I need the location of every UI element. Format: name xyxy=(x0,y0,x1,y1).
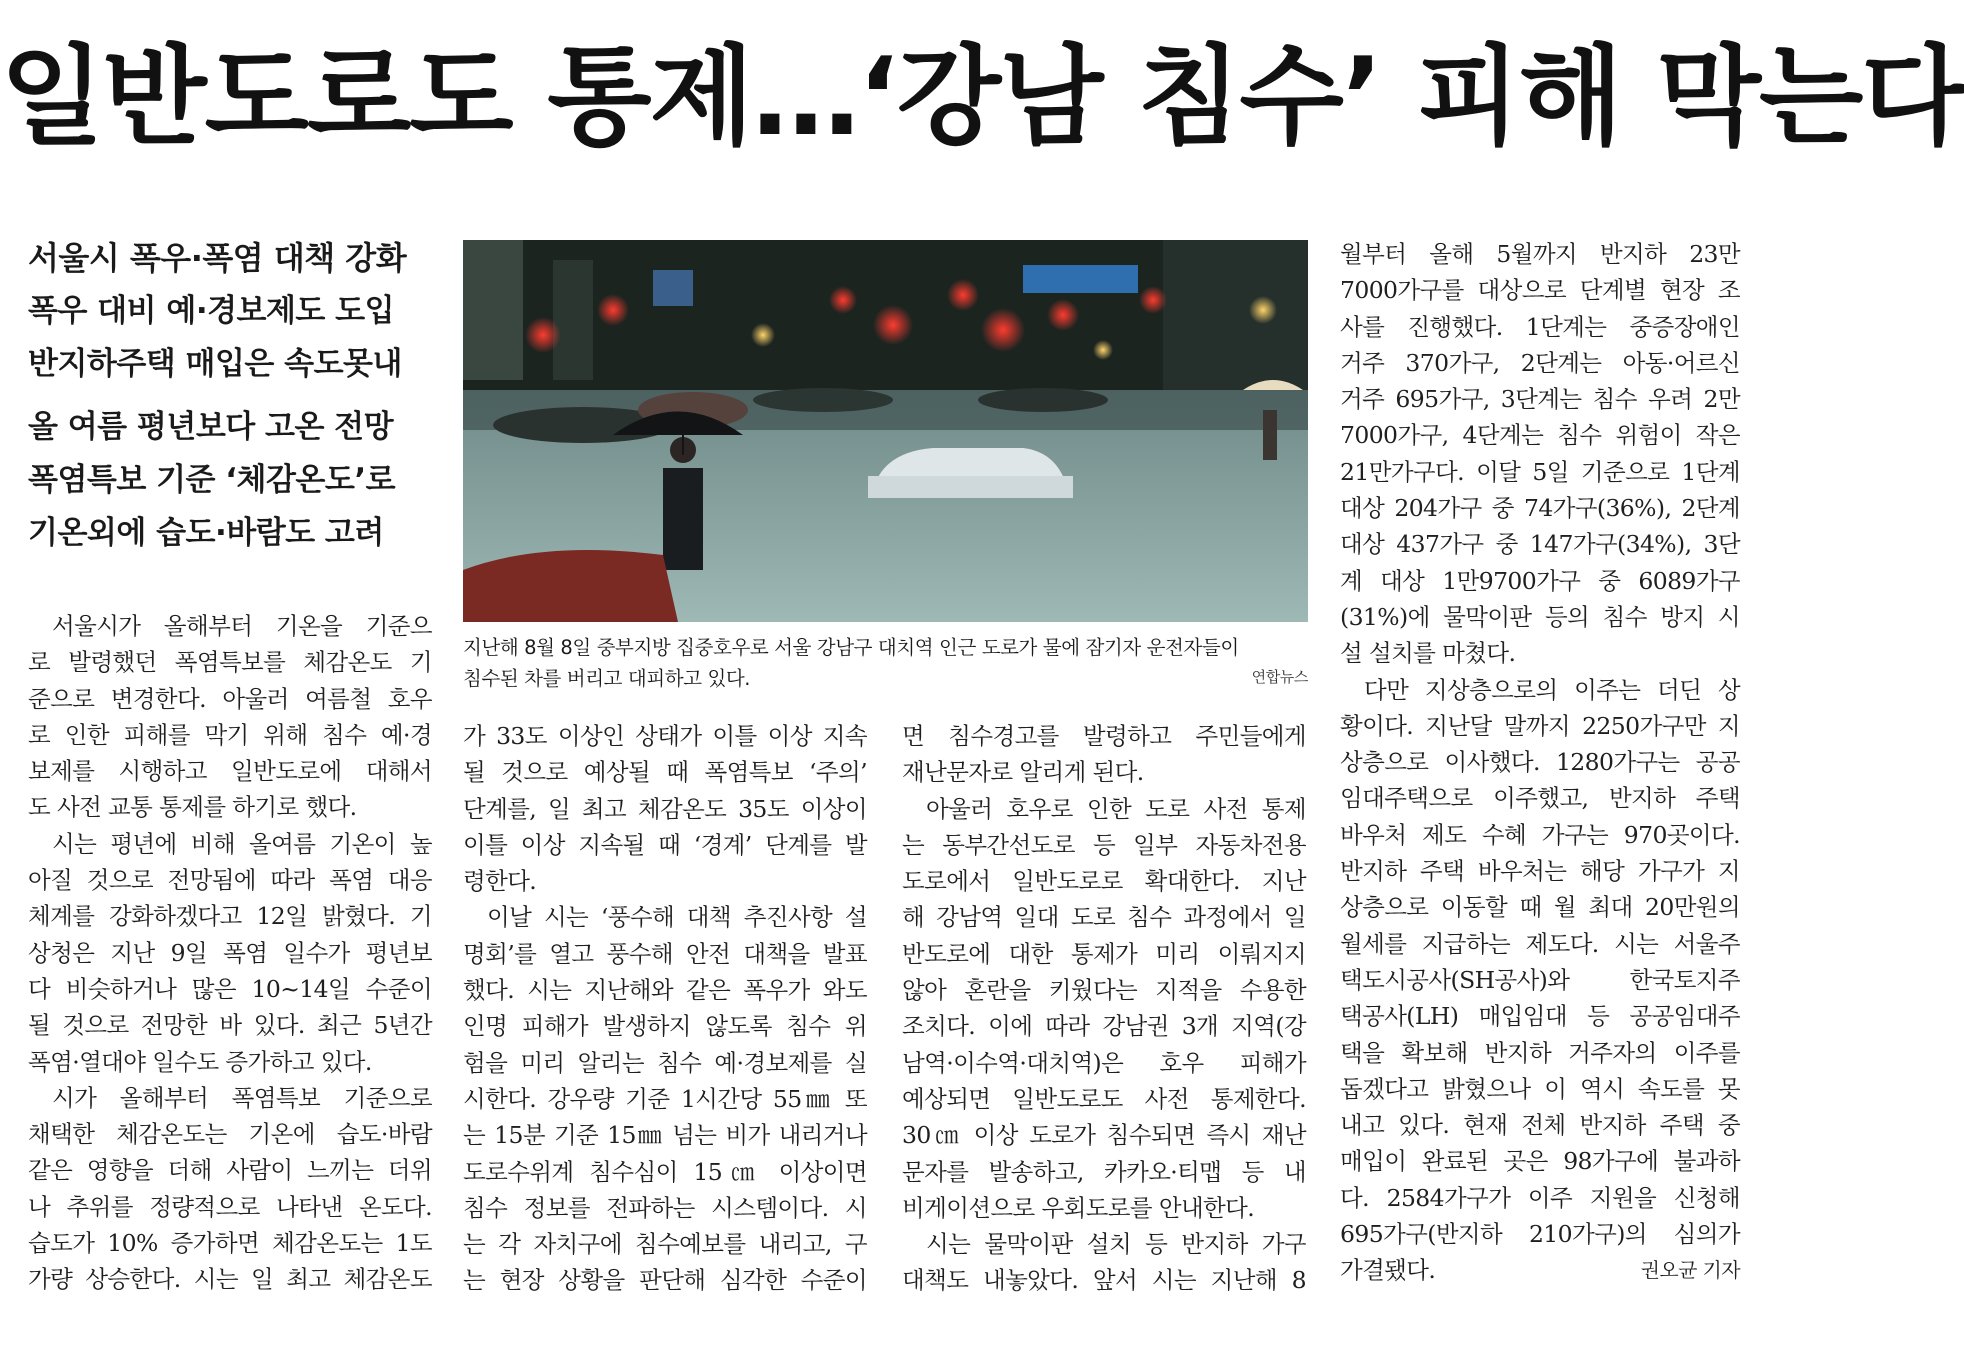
subhead: 폭우 대비 예·경보제도 도입 xyxy=(28,293,395,329)
subhead: 서울시 폭우·폭염 대책 강화 xyxy=(28,239,407,277)
article-column-2 xyxy=(463,718,867,1299)
article-line: 채택한 체감온도는 기온에 습도·바람 xyxy=(28,1120,432,1149)
headline: 일반도로도 통제…‘강남 침수’ 피해 막는다 xyxy=(0,35,1964,160)
subhead-group xyxy=(28,401,428,560)
article-line: 인명 피해가 발생하지 않도록 침수 위 xyxy=(463,1012,867,1041)
article-column-4 xyxy=(1340,236,1740,1289)
article-line: 사를 진행했다. 1단계는 중증장애인 xyxy=(1340,312,1740,341)
article-line: 매입이 완료된 곳은 98가구에 불과하 xyxy=(1340,1147,1740,1176)
article-line: 다. 2584가구가 이주 지원을 신청해 xyxy=(1340,1183,1740,1212)
article-line: 택공사(LH) 매입임대 등 공공임대주 xyxy=(1340,1002,1740,1031)
article-line: 시는 물막이판 설치 등 반지하 가구 xyxy=(926,1230,1306,1259)
article-line: 체계를 강화하겠다고 12일 밝혔다. 기 xyxy=(28,902,432,931)
article-line: 비게이션으로 우회도로를 안내한다. xyxy=(902,1193,1255,1222)
article-line: 7000가구, 4단계는 침수 위험이 작은 xyxy=(1340,421,1740,450)
article-line: 가 33도 이상인 상태가 이틀 이상 지속 xyxy=(463,722,867,750)
article-line: 택도시공사(SH공사)와 한국토지주 xyxy=(1340,965,1740,994)
photo-credit: 연합뉴스 xyxy=(1251,668,1308,686)
article-line: 황이다. 지난달 말까지 2250가구만 지 xyxy=(1340,711,1740,740)
flood-photo xyxy=(463,240,1308,622)
article-line: 반도로에 대한 통제가 미리 이뤄지지 xyxy=(902,939,1306,968)
article-line: 문자를 발송하고, 카카오·티맵 등 내 xyxy=(902,1157,1306,1186)
article-line: 될 것으로 전망한 바 있다. 최근 5년간 xyxy=(28,1011,432,1040)
flood-photo-illustration xyxy=(463,240,1308,622)
article-line: 다 비슷하거나 많은 10~14일 수준이 xyxy=(28,974,432,1003)
article-line: 돕겠다고 밝혔으나 이 역시 속도를 못 xyxy=(1340,1074,1740,1103)
article-line: 임대주택으로 이주했고, 반지하 주택 xyxy=(1340,784,1740,813)
article-line: 다만 지상층으로의 이주는 더딘 상 xyxy=(1364,675,1740,704)
article-line: 가결됐다. xyxy=(1340,1256,1436,1285)
article-line: 이틀 이상 지속될 때 ‘경계’ 단계를 발 xyxy=(463,830,867,859)
article-line: 는 각 자치구에 침수예보를 내리고, 구 xyxy=(463,1230,867,1259)
byline: 권오균 기자 xyxy=(1640,1258,1740,1283)
article-line: 했다. 시는 지난해와 같은 폭우가 와도 xyxy=(463,976,867,1005)
caption-line: 지난해 8월 8일 중부지방 집중호우로 서울 강남구 대치역 인근 도로가 물에 잠기자 운전자들이 xyxy=(463,636,1239,659)
article-line: 월부터 올해 5월까지 반지하 23만 xyxy=(1340,240,1740,268)
article-line: 단계를, 일 최고 체감온도 35도 이상이 xyxy=(463,794,867,823)
article-line: 조치다. 이에 따라 강남권 3개 지역(강 xyxy=(902,1012,1306,1041)
subhead-group xyxy=(28,232,428,391)
article-line: 재난문자로 알리게 된다. xyxy=(902,758,1144,787)
article-line: 30㎝ 이상 도로가 침수되면 즉시 재난 xyxy=(902,1121,1306,1150)
article-line: 는 동부간선도로 등 일부 자동차전용 xyxy=(902,830,1306,859)
subhead: 폭염특보 기준 ‘체감온도’로 xyxy=(28,462,396,498)
article-column-3 xyxy=(902,718,1306,1299)
article-line: 도 사전 교통 통제를 하기로 했다. xyxy=(28,793,357,822)
article-line: 험을 미리 알리는 침수 예·경보제를 실 xyxy=(463,1048,867,1077)
article-line: 이날 시는 ‘풍수해 대책 추진사항 설 xyxy=(487,903,867,932)
article-line: 월세를 지급하는 제도다. 시는 서울주 xyxy=(1340,929,1740,958)
article-line: 서울시가 올해부터 기온을 기준으 xyxy=(52,612,432,640)
photo-caption xyxy=(463,632,1308,694)
article-line: 바우처 제도 수혜 가구는 970곳이다. xyxy=(1340,820,1740,849)
article-column-1 xyxy=(28,608,432,1298)
article-line: 7000가구를 대상으로 단계별 현장 조 xyxy=(1340,276,1740,305)
article-line: 상층으로 이동할 때 월 최대 20만원의 xyxy=(1340,893,1740,922)
article-line: 아질 것으로 전망됨에 따라 폭염 대응 xyxy=(28,866,432,895)
article-line: 시한다. 강우량 기준 1시간당 55㎜ 또 xyxy=(463,1084,867,1113)
article-line: 예상되면 일반도로도 사전 통제한다. xyxy=(902,1084,1306,1113)
article-line: 도로수위계 침수심이 15㎝ 이상이면 xyxy=(463,1157,867,1186)
article-line: 령한다. xyxy=(463,867,537,896)
article-line: 도로에서 일반도로로 확대한다. 지난 xyxy=(902,867,1306,896)
article-line: 폭염·열대야 일수도 증가하고 있다. xyxy=(28,1047,372,1076)
article-line: 남역·이수역·대치역)은 호우 피해가 xyxy=(902,1048,1306,1077)
article-line: 시가 올해부터 폭염특보 기준으로 xyxy=(52,1083,432,1112)
article-line: 같은 영향을 더해 사람이 느끼는 더위 xyxy=(28,1156,432,1185)
article-line: 대상 204가구 중 74가구(36%), 2단계 xyxy=(1340,494,1740,523)
article-line: 설 설치를 마쳤다. xyxy=(1340,639,1516,668)
article-line: 상층으로 이사했다. 1280가구는 공공 xyxy=(1340,748,1740,777)
subhead: 반지하주택 매입은 속도못내 xyxy=(28,346,402,382)
article-line: 거주 370가구, 2단계는 아동·어르신 xyxy=(1340,348,1740,377)
article-line: 가량 상승한다. 시는 일 최고 체감온도 xyxy=(28,1265,432,1294)
article-line: 아울러 호우로 인한 도로 사전 통제 xyxy=(926,794,1306,823)
article-line: 21만가구다. 이달 5일 기준으로 1단계 xyxy=(1340,457,1740,486)
article-line: 될 것으로 예상될 때 폭염특보 ‘주의’ xyxy=(463,758,867,787)
subheads xyxy=(28,232,428,570)
article-line: 695가구(반지하 210가구)의 심의가 xyxy=(1340,1220,1740,1249)
article-line: 시는 평년에 비해 올여름 기온이 높 xyxy=(52,829,432,858)
article-line: (31%)에 물막이판 등의 침수 방지 시 xyxy=(1340,602,1740,631)
article-line: 면 침수경고를 발령하고 주민들에게 xyxy=(902,722,1306,750)
article-line: 로 인한 피해를 막기 위해 침수 예·경 xyxy=(28,720,432,749)
article-line: 보제를 시행하고 일반도로에 대해서 xyxy=(28,757,432,786)
article-line: 상청은 지난 9일 폭염 일수가 평년보 xyxy=(28,938,432,967)
article-line: 나 추위를 정량적으로 나타낸 온도다. xyxy=(28,1192,432,1221)
article-line: 는 15분 기준 15㎜ 넘는 비가 내리거나 xyxy=(463,1121,867,1150)
article-line: 반지하 주택 바우처는 해당 가구가 지 xyxy=(1340,857,1740,886)
article-line: 침수 정보를 전파하는 시스템이다. 시 xyxy=(463,1193,867,1222)
subhead: 기온외에 습도·바람도 고려 xyxy=(28,515,384,551)
article-line: 로 발령했던 폭염특보를 체감온도 기 xyxy=(28,648,432,677)
article-line: 택을 확보해 반지하 거주자의 이주를 xyxy=(1340,1038,1740,1067)
caption-line: 침수된 차를 버리고 대피하고 있다. xyxy=(463,667,751,690)
subhead: 올 여름 평년보다 고온 전망 xyxy=(28,409,394,445)
article-line: 내고 있다. 현재 전체 반지하 주택 중 xyxy=(1340,1111,1740,1140)
article-line: 계 대상 1만9700가구 중 6089가구 xyxy=(1340,566,1740,595)
article-line: 준으로 변경한다. 아울러 여름철 호우 xyxy=(28,684,432,713)
article-line: 대책도 내놓았다. 앞서 시는 지난해 8 xyxy=(902,1266,1306,1295)
article-line: 명회’를 열고 풍수해 안전 대책을 발표 xyxy=(463,939,867,968)
article-line: 않아 혼란을 키웠다는 지적을 수용한 xyxy=(902,976,1306,1005)
article-line: 대상 437가구 중 147가구(34%), 3단 xyxy=(1340,530,1740,559)
article-line: 해 강남역 일대 도로 침수 과정에서 일 xyxy=(902,903,1306,932)
article-line: 습도가 10% 증가하면 체감온도는 1도 xyxy=(28,1229,432,1258)
article-line: 는 현장 상황을 판단해 심각한 수준이 xyxy=(463,1266,867,1295)
article-line: 거주 695가구, 3단계는 침수 우려 2만 xyxy=(1340,385,1740,414)
